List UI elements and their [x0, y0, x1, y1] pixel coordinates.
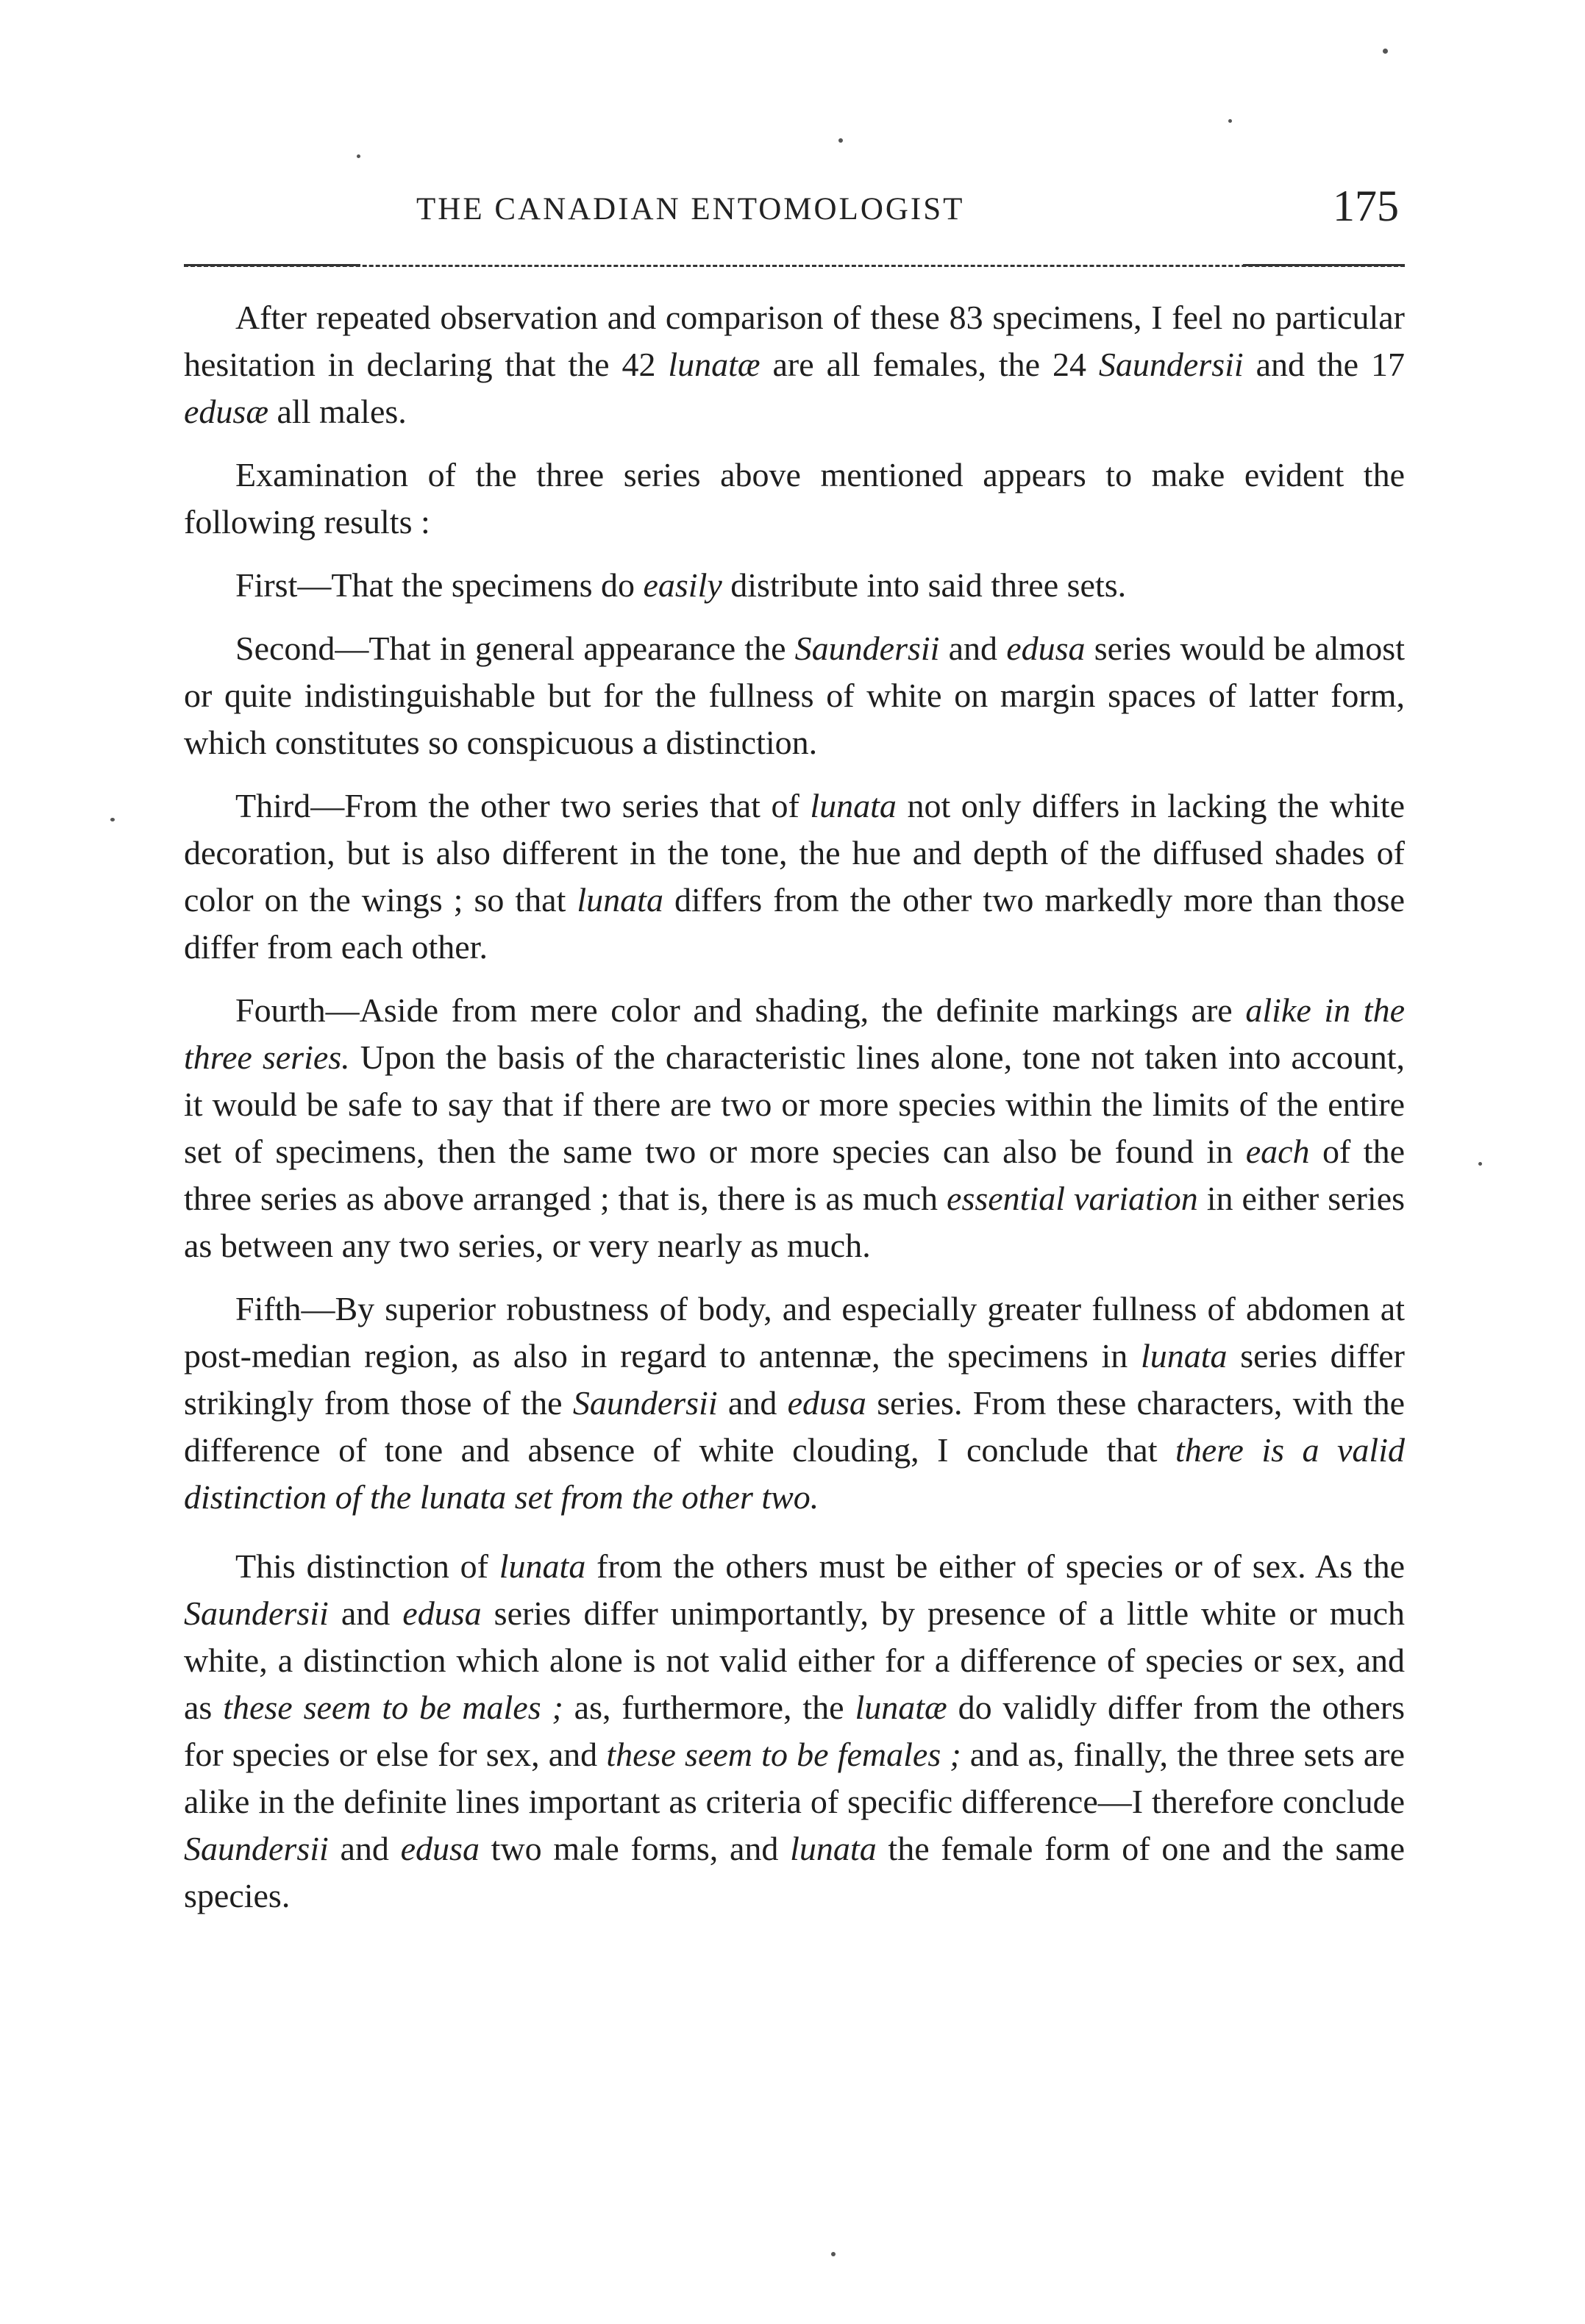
- scan-speck: [1478, 1162, 1482, 1166]
- text-run: differs from the other two markedly more than those differ from each other.: [184, 881, 1405, 966]
- italic-text-run: lunatæ: [855, 1689, 947, 1726]
- page-header: [184, 175, 1405, 241]
- italic-text-run: edusa: [787, 1384, 866, 1422]
- text-run: not only differs in lacking the white decoration, but is also different in the tone, the hue and depth of the diffused shades of color on the wings ; so that: [184, 787, 1406, 919]
- italic-text-run: Saundersii: [184, 1830, 329, 1867]
- text-run: Fifth—By superior robustness of body, and especially greater fullness of abdomen at post-median region, as also in regard to antennæ, the specimens in: [184, 1290, 1405, 1375]
- text-run: and: [717, 1384, 788, 1422]
- italic-text-run: these seem to be females ;: [606, 1736, 961, 1773]
- italic-text-run: lunata: [577, 881, 663, 919]
- italic-text-run: lunatæ: [668, 346, 761, 383]
- italic-text-run: edusa: [402, 1594, 482, 1632]
- italic-text-run: lunata: [499, 1547, 586, 1585]
- text-run: First—That the specimens do: [235, 566, 644, 604]
- italic-text-run: Saundersii: [794, 630, 940, 667]
- page-number: 175: [1333, 182, 1399, 230]
- text-run: all males.: [268, 393, 407, 430]
- text-run: are all females, the 24: [760, 346, 1099, 383]
- paragraph-2: [184, 452, 1405, 546]
- text-run: of the three series as above arranged ; that is, there is as much: [184, 1133, 1405, 1217]
- scan-speck: [357, 154, 360, 158]
- text-run: distribute into said three sets.: [722, 566, 1127, 604]
- text-run: Examination of the three series above mentioned appears to make evident the following results :: [184, 456, 1405, 541]
- header-rule-right-segment: [1243, 264, 1405, 266]
- scan-speck: [1228, 119, 1232, 123]
- text-run: This distinction of: [235, 1547, 499, 1585]
- scan-speck: [838, 138, 843, 143]
- italic-text-run: edusæ: [184, 393, 268, 430]
- paragraph-7: [184, 1286, 1405, 1521]
- text-run: Second—That in general appearance the: [235, 630, 795, 667]
- text-run: and: [939, 630, 1007, 667]
- italic-text-run: these seem to be males ;: [223, 1689, 563, 1726]
- article-body: [184, 294, 1405, 1936]
- paragraph-4: [184, 625, 1405, 766]
- text-run: Upon the basis of the characteristic lines alone, tone not taken into account, it would be safe to say that if there are two or more species within the limits of the entire set of specimens, then the same two or more species can also be found in: [184, 1038, 1405, 1170]
- italic-text-run: easily: [643, 566, 722, 604]
- italic-text-run: edusa: [1006, 630, 1086, 667]
- italic-text-run: alike in the three series.: [184, 991, 1405, 1076]
- text-run: from the others must be either of species or of sex. As the: [585, 1547, 1405, 1585]
- italic-text-run: each: [1245, 1133, 1310, 1170]
- italic-text-run: lunata: [810, 787, 897, 824]
- scan-speck: [1383, 49, 1388, 54]
- text-run: and as, finally, the three sets are alike in the definite lines important as criteria of specific difference—I therefore conclude: [184, 1736, 1405, 1820]
- text-run: as, furthermore, the: [563, 1689, 855, 1726]
- text-run: and: [328, 1830, 401, 1867]
- text-run: two male forms, and: [479, 1830, 791, 1867]
- text-run: and the 17: [1243, 346, 1405, 383]
- text-run: series differ unimportantly, by presence of a little white or much white, a distinction which alone is not valid either for a difference of species or sex, and as: [184, 1594, 1405, 1726]
- italic-text-run: essential variation: [947, 1180, 1198, 1217]
- italic-text-run: there is a valid distinction of the lunata set from the other two.: [184, 1431, 1405, 1516]
- italic-text-run: Saundersii: [184, 1594, 329, 1632]
- text-run: Fourth—Aside from mere color and shading, the definite markings are: [235, 991, 1246, 1029]
- paragraph-1: [184, 294, 1405, 435]
- text-run: do validly differ from the others for species or else for sex, and: [184, 1689, 1405, 1773]
- text-run: series would be almost or quite indistinguishable but for the fullness of white on margin spaces of latter form, which constitutes so conspicuous a distinction.: [184, 630, 1405, 761]
- paragraph-6: [184, 987, 1405, 1269]
- paragraph-8: [184, 1543, 1405, 1920]
- scan-speck: [110, 818, 115, 821]
- text-run: and: [328, 1594, 403, 1632]
- italic-text-run: edusa: [400, 1830, 480, 1867]
- text-run: series. From these characters, with the difference of tone and absence of white clouding, I conclude that: [184, 1384, 1405, 1469]
- header-rule-left-segment: [184, 264, 360, 266]
- paragraph-3: [184, 562, 1405, 609]
- paragraph-5: [184, 783, 1405, 971]
- italic-text-run: lunata: [790, 1830, 877, 1867]
- italic-text-run: Saundersii: [1098, 346, 1244, 383]
- running-head: THE CANADIAN ENTOMOLOGIST: [416, 192, 965, 227]
- italic-text-run: Saundersii: [572, 1384, 718, 1422]
- scan-speck: [831, 2252, 836, 2256]
- text-run: the female form of one and the same species.: [184, 1830, 1405, 1914]
- text-run: After repeated observation and comparison of these 83 specimens, I feel no particular hesitation in declaring that the 42: [184, 299, 1405, 383]
- text-run: Third—From the other two series that of: [235, 787, 811, 824]
- text-run: in either series as between any two series, or very nearly as much.: [184, 1180, 1406, 1264]
- italic-text-run: lunata: [1140, 1337, 1228, 1375]
- text-run: series differ strikingly from those of the: [184, 1337, 1405, 1422]
- header-rule: [184, 265, 1405, 267]
